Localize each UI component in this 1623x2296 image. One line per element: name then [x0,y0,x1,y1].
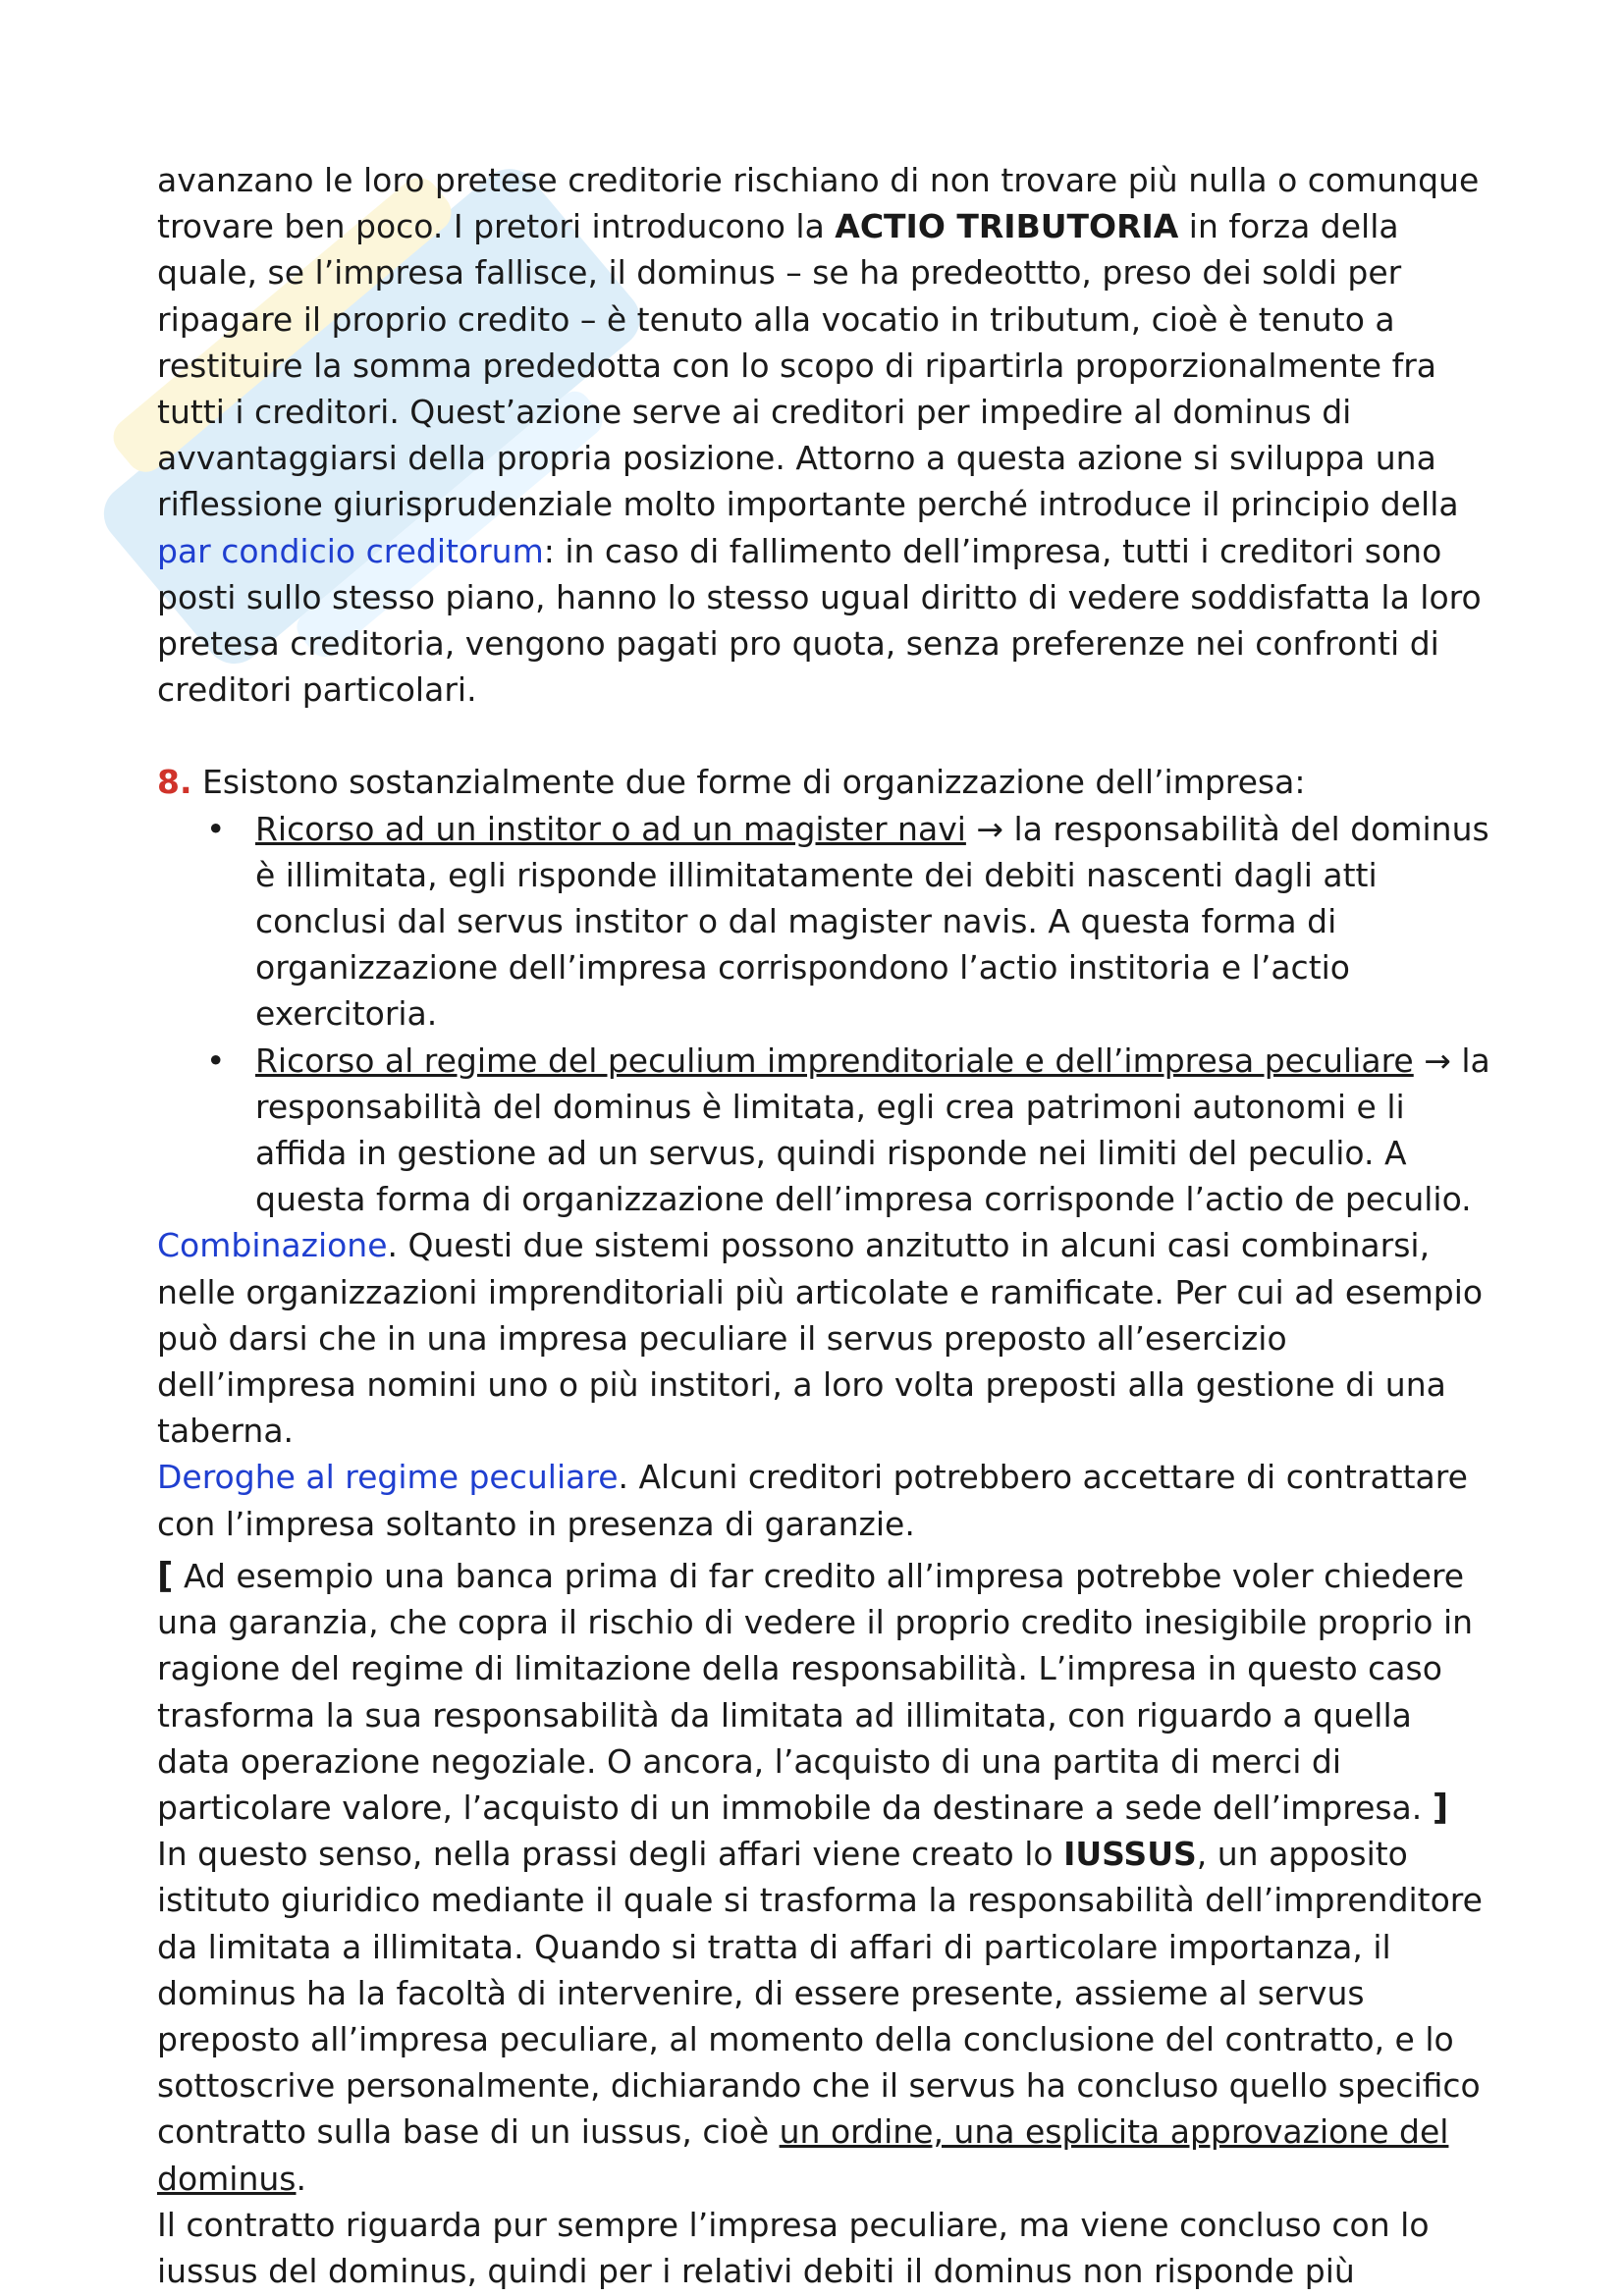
text-span: Ad esempio una banca prima di far credito all’impresa potrebbe voler chiedere una garanzia, che copra il rischio di vedere il proprio credito inesigibile proprio in ragione del regime di limitazione della responsabilità. L’impresa in questo caso trasforma la sua responsabilità da limitata ad illimitata, con riguardo a quella data operazione negoziale. O ancora, l’acquisto di una partita di merci di particolare valore, l’acquisto di un immobile da destinare a sede dell’impresa. [157,1556,1474,1827]
list-item [157,1038,1492,1223]
term-iussus: IUSSUS [1063,1835,1197,1874]
underlined-heading: Ricorso al regime del peculium imprenditoriale e dell’impresa peculiare [255,1041,1414,1080]
label-deroghe: Deroghe al regime peculiare [157,1458,619,1497]
bullet-icon: • [206,1041,226,1080]
section-8-intro [157,759,1492,805]
underlined-heading: Ricorso ad un institor o ad un magister navi [255,809,966,848]
text-span: . [296,2159,306,2198]
text-span: → la responsabilità del dominus è illimitata, egli risponde illimitatamente dei debiti nascenti dagli atti conclusi dal servus institor o dal magister navis. A questa forma di organizzazione dell’impresa corrispondono l’actio institoria e l’actio exercitoria. [255,809,1489,1034]
text-span: Esistono sostanzialmente due forme di organizzazione dell’impresa: [191,763,1306,802]
term-actio-tributoria: ACTIO TRIBUTORIA [835,207,1179,246]
text-span: : in caso di fallimento dell’impresa, tutti i creditori sono posti sullo stesso piano, hanno lo stesso ugual diritto di vedere soddisfatta la loro pretesa creditoria, vengono pagati pro quota, senza preferenze nei confronti di creditori particolari. [157,531,1482,710]
open-bracket: [ [157,1555,174,1596]
text-span: . Questi due sistemi possono anzitutto in alcuni casi combinarsi, nelle organizzazioni imprenditoriali più articolate e ramificate. Per cui ad esempio può darsi che in una impresa peculiare il servus preposto all’esercizio dell’impresa nomini uno o più institori, a loro volta preposti alla gestione di una taberna. [157,1226,1484,1451]
text-span: . Alcuni creditori potrebbero accettare di contrattare con l’impresa soltanto in presenza di garanzie. [157,1458,1468,1543]
paragraph-final: Il contratto riguarda pur sempre l’impresa peculiare, ma viene concluso con lo iussus del dominus, quindi per i relativi debiti il dominus non risponde più [157,2205,1430,2290]
underlined-definition: un ordine, una esplicita approvazione del dominus [157,2112,1449,2198]
text-span: , un apposito istituto giuridico mediante il quale si trasforma la responsabilità dell’imprenditore da limitata a illimitata. Quando si tratta di affari di particolare importanza, il dominus ha la facoltà di intervenire, di essere presente, assieme al servus preposto all’impresa peculiare, al momento della conclusione del contratto, e lo sottoscrive personalmente, dichiarando che il servus ha concluso quello specifico contratto sulla base di un iussus, cioè [157,1835,1483,2152]
spacer [157,713,1492,759]
text-span: In questo senso, nella prassi degli affari viene creato lo [157,1835,1064,1874]
list-item [157,806,1492,1038]
paragraph-iussus [157,1831,1492,2202]
text-span: → la responsabilità del dominus è limitata, egli crea patrimoni autonomi e li affida in gestione ad un servus, quindi risponde nei limiti del peculio. A questa forma di organizzazione dell’impresa corrisponde l’actio de peculio. [255,1041,1490,1219]
paragraph-combinazione [157,1222,1492,1454]
document-page [157,157,1492,2294]
text-span: in forza della quale, se l’impresa fallisce, il dominus – se ha predeottto, preso dei soldi per ripagare il proprio credito – è tenuto alla vocatio in tributum, cioè è tenuto a restituire la somma prededotta con lo scopo di ripartirla proporzionalmente fra tutti i creditori. Quest’azione serve ai creditori per impedire al dominus di avvantaggiarsi della propria posizione. Attorno a questa azione si sviluppa una riflessione giurisprudenziale molto importante perché introduce il principio della [157,207,1459,524]
bullet-list [157,806,1492,1223]
label-combinazione: Combinazione [157,1226,388,1265]
paragraph-deroghe [157,1454,1492,1546]
bullet-icon: • [206,809,226,848]
paragraph-bracket-example [157,1553,1492,1831]
text-span: avanzano le loro pretese creditorie rischiano di non trovare più nulla o comunque trovare ben poco. I pretori introducono la [157,161,1480,246]
link-par-condicio: par condicio creditorum [157,531,544,570]
section-number: 8. [157,763,192,802]
close-bracket: ] [1432,1787,1449,1828]
paragraph-actio-tributoria [157,157,1492,713]
